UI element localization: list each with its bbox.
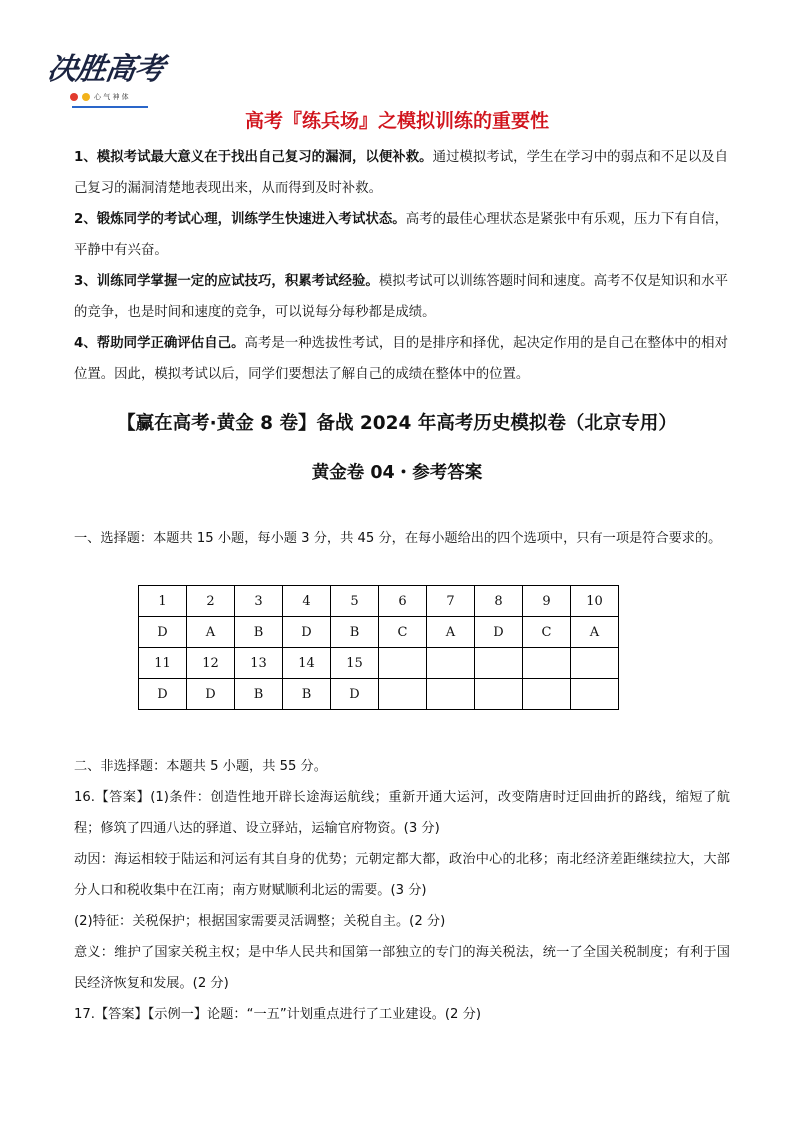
intro-item-4-bold: 4、帮助同学正确评估自己。 [74,336,245,351]
answer-table-cell: B [235,679,283,710]
answer-table-cell: C [523,617,571,648]
answer-table-cell: D [187,679,235,710]
answer-table-cell: B [235,617,283,648]
answer-table-cell: C [379,617,427,648]
answer-table-cell: 7 [427,586,475,617]
answer-table-cell [427,648,475,679]
answer-table-cell: 3 [235,586,283,617]
answer-table-cell: D [139,617,187,648]
answer-paragraph: 动因：海运相较于陆运和河运有其自身的优势；元朝定都大都，政治中心的北移；南北经济差距继续拉大，大部分人口和税收集中在江南；南方财赋顺利北运的需要。(3 分) [74,852,730,898]
answer-table-cell: A [571,617,619,648]
document-subtitle: 黄金卷 04・参考答案 [311,463,483,483]
answer-table-cell: 4 [283,586,331,617]
logo-sub-text: 心 气 神 体 [94,93,129,101]
logo-subtitle [70,90,150,104]
intro-item-3-text: 模拟考试可以训练答题时间和速度。高考不仅是知识和水平的竞争，也是时间和速度的竞争，可以说每分每秒都是成绩。 [74,274,728,320]
logo-dot-red [70,93,78,101]
answer-table-cell: 9 [523,586,571,617]
section-choice-header: 一、选择题：本题共 15 小题，每小题 3 分，共 45 分，在每小题给出的四个选项中，只有一项是符合要求的。 [74,531,722,546]
answer-table-cell: D [331,679,379,710]
answer-table-cell: 8 [475,586,523,617]
answer-table-cell [571,679,619,710]
answer-table-cell: 2 [187,586,235,617]
answer-table-cell: 10 [571,586,619,617]
answer-table-cell [523,648,571,679]
logo-text: 决胜高考 [45,52,166,87]
intro-item-1-bold: 1、模拟考试最大意义在于找出自己复习的漏洞，以便补救。 [74,150,433,165]
intro-item-2-text: 高考的最佳心理状态是紧张中有乐观，压力下有自信，平静中有兴奋。 [74,212,728,258]
answer-table-cell: 12 [187,648,235,679]
intro-title: 高考『练兵场』之模拟训练的重要性 [244,110,549,132]
answer-table-cell: D [139,679,187,710]
answer-table-cell [571,648,619,679]
intro-item-2 [74,204,728,266]
answer-table-cell: 15 [331,648,379,679]
answer-paragraph: 17.【答案】【示例一】论题：“一五”计划重点进行了工业建设。(2 分) [74,1007,481,1022]
answer-table-cell: 14 [283,648,331,679]
answer-table-cell: 6 [379,586,427,617]
intro-item-2-bold: 2、锻炼同学的考试心理，训练学生快速进入考试状态。 [74,212,406,227]
intro-item-3 [74,266,728,328]
intro-section [74,142,728,390]
answer-table-cell: 5 [331,586,379,617]
answer-table [138,585,619,710]
answer-table-cell: D [283,617,331,648]
answer-table-row [139,617,619,648]
answer-table-cell [427,679,475,710]
intro-item-3-bold: 3、训练同学掌握一定的应试技巧，积累考试经验。 [74,274,379,289]
intro-item-4-text: 高考是一种选拔性考试，目的是排序和择优，起决定作用的是自己在整体中的相对位置。因此，模拟考试以后，同学们要想法了解自己的成绩在整体中的位置。 [74,336,728,382]
answer-table-cell [379,679,427,710]
document-title: 【赢在高考·黄金 8 卷】备战 2024 年高考历史模拟卷（北京专用） [117,413,677,434]
answer-table-cell: 1 [139,586,187,617]
intro-item-4 [74,328,728,390]
brand-logo [44,40,164,114]
answer-table-row [139,679,619,710]
answer-table-cell: B [331,617,379,648]
intro-item-1 [74,142,728,204]
answer-table-cell: 13 [235,648,283,679]
answer-table-cell: A [187,617,235,648]
answer-paragraph: 意义：维护了国家关税主权；是中华人民共和国第一部独立的专门的海关税法，统一了全国关税制度；有利于国民经济恢复和发展。(2 分) [74,945,730,991]
answer-table-row [139,586,619,617]
section-choice [74,523,728,554]
answer-paragraph: (2)特征：关税保护；根据国家需要灵活调整；关税自主。(2 分) [74,914,446,929]
answer-table-cell: D [475,617,523,648]
section-nonchoice-header: 二、非选择题：本题共 5 小题，共 55 分。 [74,759,327,774]
answer-table-row [139,648,619,679]
answer-table-cell [475,679,523,710]
answer-table-cell: 11 [139,648,187,679]
answer-table-cell [523,679,571,710]
answer-table-cell: B [283,679,331,710]
intro-item-1-text: 通过模拟考试，学生在学习中的弱点和不足以及自己复习的漏洞清楚地表现出来，从而得到及时补救。 [74,150,728,196]
answer-table-cell [475,648,523,679]
answer-table-cell: A [427,617,475,648]
section-nonchoice [74,751,730,1030]
answer-paragraph: 16.【答案】(1)条件：创造性地开辟长途海运航线；重新开通大运河，改变隋唐时迂回曲折的路线，缩短了航程；修筑了四通八达的驿道、设立驿站，运输官府物资。(3 分) [74,790,730,836]
answer-table-cell [379,648,427,679]
logo-dot-yellow [82,93,90,101]
